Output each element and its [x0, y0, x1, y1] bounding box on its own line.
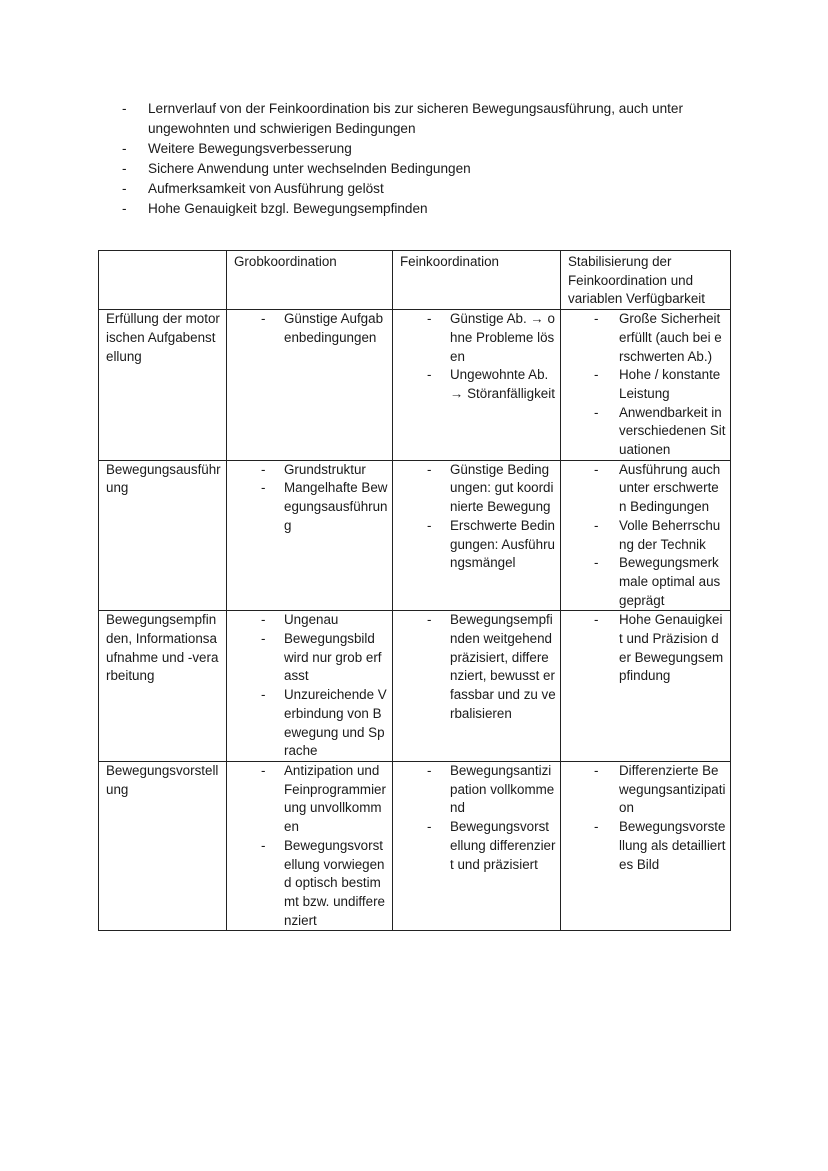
bullet-dash: -	[594, 555, 599, 571]
bullet-text: Weitere Bewegungsverbesserung	[148, 141, 352, 156]
bullet-dash: -	[594, 461, 599, 477]
bullet-dash: -	[122, 161, 127, 176]
bullet-dash: -	[594, 819, 599, 835]
cell-bullet-list	[400, 611, 556, 723]
bullet-dash: -	[122, 141, 127, 156]
cell-bullet-item	[234, 837, 388, 931]
bullet-dash: -	[594, 311, 599, 327]
bullet-dash: -	[261, 837, 266, 853]
table-cell	[561, 460, 731, 611]
bullet-dash: -	[427, 367, 432, 383]
cell-bullet-text: Volle Beherrschung der Technik	[619, 517, 721, 552]
cell-bullet-item	[568, 366, 726, 403]
table-cell	[393, 310, 561, 461]
cell-bullet-text: Bewegungsbild wird nur grob erfasst	[284, 631, 382, 684]
cell-bullet-text: Mangelhafte Bewegungsausführung	[284, 480, 388, 533]
bullet-dash: -	[261, 311, 266, 327]
cell-bullet-item	[568, 517, 726, 554]
intro-bullet-list	[118, 99, 728, 219]
table-cell	[227, 460, 393, 611]
cell-bullet-item	[568, 611, 726, 686]
table-cell	[393, 460, 561, 611]
table-cell	[227, 310, 393, 461]
bullet-dash: -	[427, 612, 432, 628]
cell-bullet-text: Bewegungsvorstellung differenziert und präzisiert	[450, 819, 556, 872]
table-cell	[393, 611, 561, 762]
row-bewegungsempfinden	[99, 611, 731, 762]
bullet-text: Sichere Anwendung unter wechselnden Bedingungen	[148, 161, 471, 176]
cell-bullet-text: Bewegungsvorstellung vorwiegend optisch bestimmt bzw. undifferenziert	[284, 837, 385, 928]
intro-bullet-item	[118, 159, 728, 179]
row-label: Bewegungsausführung	[99, 460, 227, 611]
row-label: Bewegungsvorstellung	[99, 761, 227, 930]
cell-bullet-item	[234, 310, 388, 347]
column-header: Feinkoordination	[393, 251, 561, 310]
bullet-dash: -	[122, 201, 127, 216]
cell-bullet-item	[234, 630, 388, 686]
cell-bullet-text: Günstige Aufgabenbedingungen	[284, 311, 384, 345]
header-empty-cell	[99, 251, 227, 310]
table-header-row	[99, 251, 731, 310]
intro-bullet-item	[118, 139, 728, 159]
cell-bullet-item	[400, 461, 556, 517]
cell-bullet-text: Bewegungsempfinden weitgehend präzisiert, differenziert, bewusst erfassbar und zu verbalisieren	[450, 612, 556, 721]
cell-bullet-text: Hohe Genauigkeit und Präzision der Bewegungsempfindung	[619, 612, 724, 684]
cell-bullet-text: Ungewohnte Ab. → Störanfälligkeit	[450, 367, 555, 401]
cell-bullet-text: Große Sicherheit erfüllt (auch bei erschwerten Ab.)	[619, 311, 722, 364]
table-cell	[561, 611, 731, 762]
cell-bullet-text: Bewegungsmerkmale optimal ausgeprägt	[619, 555, 721, 608]
cell-bullet-item	[568, 404, 726, 460]
bullet-dash: -	[261, 480, 266, 496]
cell-bullet-list	[568, 461, 726, 611]
cell-bullet-text: Unzureichende Verbindung von Bewegung und Sprache	[284, 687, 387, 759]
bullet-dash: -	[594, 517, 599, 533]
cell-bullet-text: Hohe / konstante Leistung	[619, 367, 721, 401]
cell-bullet-list	[568, 310, 726, 460]
bullet-dash: -	[261, 687, 266, 703]
bullet-text: Hohe Genauigkeit bzgl. Bewegungsempfinden	[148, 201, 428, 216]
cell-bullet-text: Grundstruktur	[284, 461, 366, 477]
bullet-dash: -	[594, 404, 599, 420]
bullet-dash: -	[594, 367, 599, 383]
cell-bullet-text: Erschwerte Bedingungen: Ausführungsmängel	[450, 517, 555, 571]
bullet-text: Aufmerksamkeit von Ausführung gelöst	[148, 181, 384, 196]
cell-bullet-item	[234, 686, 388, 761]
bullet-text: Lernverlauf von der Feinkoordination bis zur sicheren Bewegungsausführung, auch unter ungewohnten und schwierigen Bedingungen	[148, 101, 684, 136]
cell-bullet-list	[400, 762, 556, 874]
cell-bullet-item	[568, 310, 726, 366]
cell-bullet-item	[568, 762, 726, 818]
cell-bullet-list	[234, 611, 388, 761]
row-bewegungsausfuehrung	[99, 460, 731, 611]
bullet-dash: -	[427, 461, 432, 477]
cell-bullet-item	[568, 554, 726, 610]
cell-bullet-list	[568, 611, 726, 686]
cell-bullet-item	[400, 762, 556, 818]
bullet-dash: -	[261, 762, 266, 778]
cell-bullet-item	[234, 479, 388, 535]
column-header: Grobkoordination	[227, 251, 393, 310]
cell-bullet-item	[400, 517, 556, 573]
row-label: Erfüllung der motorischen Aufgabenstellung	[99, 310, 227, 461]
cell-bullet-list	[234, 762, 388, 930]
cell-bullet-list	[400, 461, 556, 573]
bullet-dash: -	[594, 612, 599, 628]
cell-bullet-item	[568, 461, 726, 517]
cell-bullet-text: Anwendbarkeit in verschiedenen Situationen	[619, 404, 726, 458]
cell-bullet-text: Ausführung auch unter erschwerten Bedingungen	[619, 461, 721, 515]
cell-bullet-text: Antizipation und Feinprogrammierung unvollkommen	[284, 762, 386, 835]
cell-bullet-list	[234, 310, 388, 347]
bullet-dash: -	[427, 517, 432, 533]
bullet-dash: -	[427, 762, 432, 778]
row-bewegungsvorstellung	[99, 761, 731, 930]
table-cell	[227, 761, 393, 930]
cell-bullet-text: Ungenau	[284, 612, 339, 628]
cell-bullet-item	[400, 310, 556, 366]
bullet-dash: -	[122, 101, 127, 116]
cell-bullet-list	[568, 762, 726, 874]
bullet-dash: -	[427, 819, 432, 835]
row-aufgabenstellung	[99, 310, 731, 461]
cell-bullet-item	[400, 611, 556, 723]
intro-bullet-item	[118, 179, 728, 199]
table-cell	[227, 611, 393, 762]
intro-bullet-item	[118, 99, 728, 139]
bullet-dash: -	[261, 612, 266, 628]
row-label: Bewegungsempfinden, Informationsaufnahme und -verarbeitung	[99, 611, 227, 762]
column-header: Stabilisierung der Feinkoordination und variablen Verfügbarkeit	[561, 251, 731, 310]
cell-bullet-item	[400, 818, 556, 874]
cell-bullet-text: Günstige Ab. → ohne Probleme lösen	[450, 311, 555, 364]
cell-bullet-text: Bewegungsantizipation vollkommend	[450, 762, 555, 816]
table-cell	[561, 761, 731, 930]
table-cell	[393, 761, 561, 930]
cell-bullet-text: Günstige Bedingungen: gut koordinierte Bewegung	[450, 461, 554, 515]
bullet-dash: -	[594, 762, 599, 778]
cell-bullet-item	[234, 762, 388, 837]
cell-bullet-list	[234, 461, 388, 536]
cell-bullet-item	[568, 818, 726, 874]
cell-bullet-text: Bewegungsvorstellung als detailliertes Bild	[619, 819, 726, 872]
coordination-phases-table	[98, 250, 731, 931]
bullet-dash: -	[261, 461, 266, 477]
table-cell	[561, 310, 731, 461]
cell-bullet-text: Differenzierte Bewegungsantizipation	[619, 762, 726, 816]
bullet-dash: -	[427, 311, 432, 327]
cell-bullet-item	[234, 611, 388, 630]
cell-bullet-item	[234, 461, 388, 480]
cell-bullet-item	[400, 366, 556, 403]
bullet-dash: -	[261, 631, 266, 647]
cell-bullet-list	[400, 310, 556, 404]
bullet-dash: -	[122, 181, 127, 196]
intro-bullet-item	[118, 199, 728, 219]
